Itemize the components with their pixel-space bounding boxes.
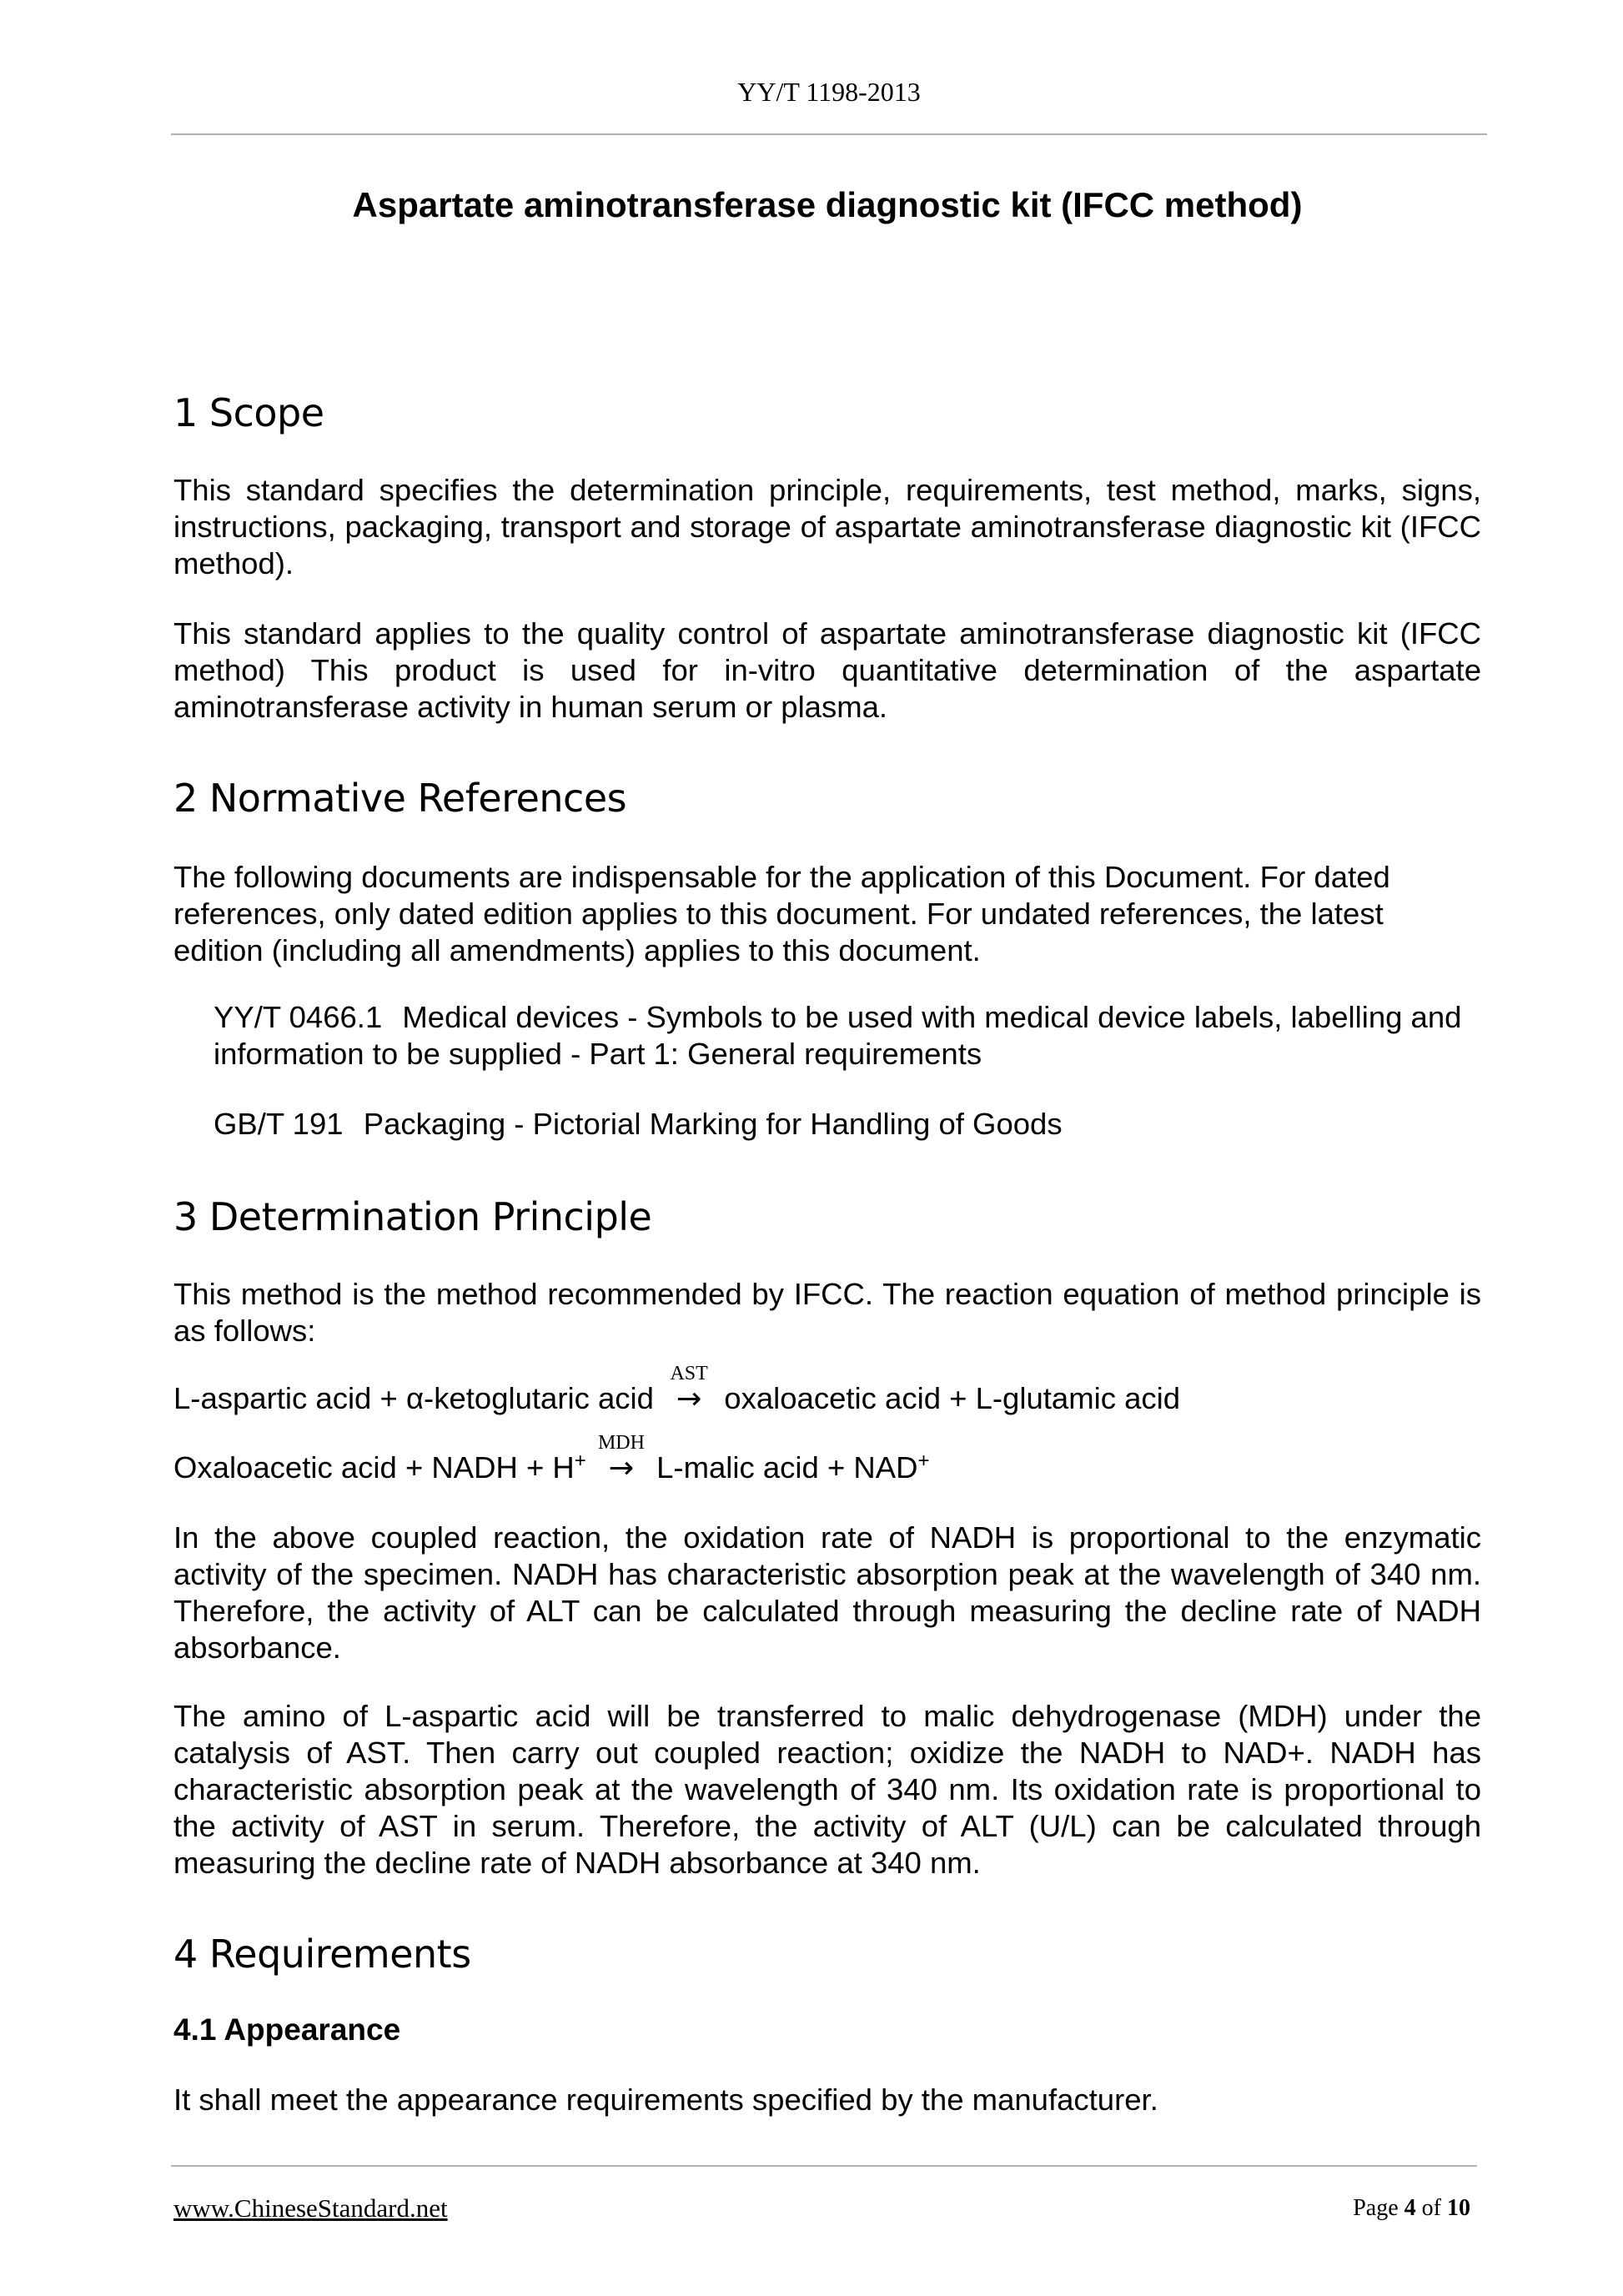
document-title: Aspartate aminotransferase diagnostic kit (IFCC method) (352, 185, 1303, 224)
charge-superscript: + (917, 1449, 930, 1472)
principle-paragraph-2: In the above coupled reaction, the oxidation rate of NADH is proportional to the enzymatic activity of the specimen. NADH has characteristic absorption peak at the wavelength of 340 nm. Therefore, the activity of ALT can be calculated through measuring the decline rate of NADH absorbance. (173, 1520, 1481, 1665)
reference-code: YY/T 0466.1 (214, 1000, 383, 1034)
section-heading-principle: 3 Determination Principle (173, 1194, 652, 1239)
footer-rule (171, 2165, 1477, 2167)
page-number (1353, 2195, 1470, 2222)
catalyst-label: MDH (597, 1432, 645, 1454)
scope-paragraph-1: This standard specifies the determination principle, requirements, test method, marks, signs, instructions, packaging, transport and storage of aspartate aminotransferase diagnostic kit (IFCC method). (173, 473, 1481, 580)
principle-paragraph-1: This method is the method recommended by IFCC. The reaction equation of method principle is as follows: (173, 1277, 1481, 1348)
reaction-arrow-icon (595, 1432, 648, 1486)
reference-code: GB/T 191 (214, 1107, 344, 1141)
arrow-glyph: → (676, 1380, 702, 1416)
page-total: 10 (1447, 2195, 1470, 2221)
reaction-arrow-icon (662, 1363, 716, 1417)
reference-title: Packaging - Pictorial Marking for Handling of Goods (363, 1107, 1063, 1141)
equation-products: oxaloacetic acid + L-glutamic acid (724, 1381, 1181, 1415)
reaction-equation-2 (173, 1432, 930, 1486)
page-label: Page (1353, 2195, 1404, 2221)
page-current: 4 (1404, 2195, 1416, 2221)
header-rule (171, 133, 1487, 135)
page-of-label: of (1415, 2195, 1447, 2221)
equation-reactants (173, 1450, 586, 1485)
catalyst-label: AST (670, 1363, 708, 1384)
products-text: L-malic acid + NAD (656, 1450, 918, 1485)
reference-item (214, 999, 1481, 1073)
footer-website-link[interactable]: www.ChineseStandard.net (173, 2193, 448, 2223)
principle-paragraph-3: The amino of L-aspartic acid will be transferred to malic dehydrogenase (MDH) under the catalysis of AST. Then carry out coupled reaction; oxidize the NADH to NAD+. NADH has characteristic absorption peak at the wavelength of 340 nm. Its oxidation rate is proportional to the activity of AST in serum. Therefore, the activity of ALT (U/L) can be calculated through measuring the decline rate of NADH absorbance at 340 nm. (173, 1699, 1481, 1880)
appearance-paragraph: It shall meet the appearance requirements specified by the manufacturer. (173, 2082, 1158, 2117)
section-heading-references: 2 Normative References (173, 776, 627, 821)
header-standard-code: YY/T 1198-2013 (737, 77, 921, 107)
reference-title: Medical devices - Symbols to be used with medical device labels, labelling and information to be supplied - Part 1: General requirements (214, 1000, 1462, 1071)
reaction-equation-1 (173, 1363, 1181, 1417)
section-heading-requirements: 4 Requirements (173, 1932, 471, 1977)
scope-paragraph-2: This standard applies to the quality control of aspartate aminotransferase diagnostic kit (IFCC method) This product is used for in-vitro quantitative determination of the aspartate aminotransferase activity in human serum or plasma. (173, 616, 1481, 724)
subsection-heading-appearance: 4.1 Appearance (173, 2012, 401, 2047)
reactants-text: Oxaloacetic acid + NADH + H (173, 1450, 575, 1485)
equation-products (656, 1450, 929, 1485)
reference-item (214, 1106, 1481, 1143)
equation-reactants: L-aspartic acid + α-ketoglutaric acid (173, 1381, 654, 1415)
arrow-glyph: → (608, 1449, 635, 1485)
section-heading-scope: 1 Scope (173, 390, 324, 435)
references-paragraph: The following documents are indispensable for the application of this Document. For dated references, only dated edition applies to this document. For undated references, the latest edition (including all amendments) applies to this document. (173, 860, 1390, 967)
charge-superscript: + (574, 1449, 586, 1472)
